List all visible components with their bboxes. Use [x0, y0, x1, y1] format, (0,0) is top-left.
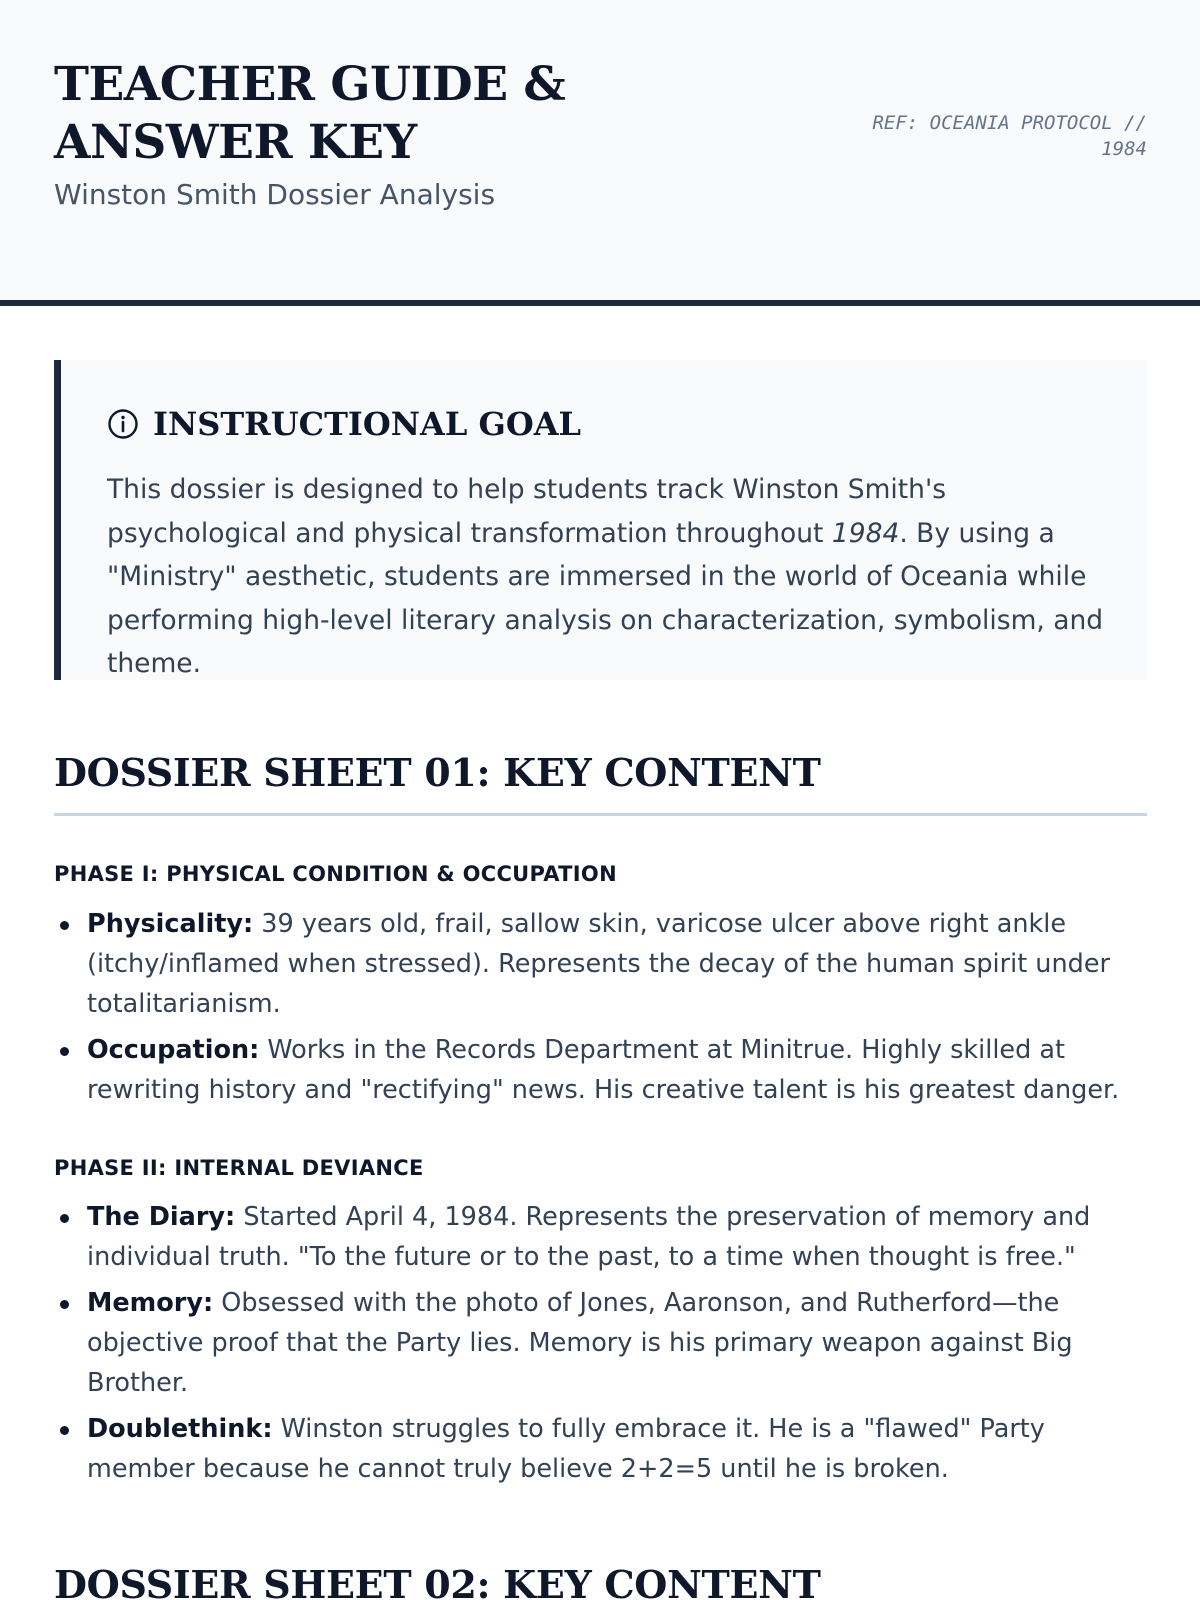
info-icon: [107, 408, 139, 440]
book-title: 1984: [831, 517, 900, 549]
sheet-02-title: DOSSIER SHEET 02: KEY CONTENT: [54, 1562, 821, 1600]
bullet-icon: [60, 921, 69, 930]
phase-2-list: [54, 1197, 1147, 1495]
bullet-icon: [60, 1300, 69, 1309]
goal-title: INSTRUCTIONAL GOAL: [153, 405, 582, 443]
item-term: Memory:: [87, 1288, 214, 1318]
section-divider: [54, 813, 1147, 816]
page-header: [0, 0, 1200, 306]
goal-description: [107, 468, 1117, 686]
item-term: Physicality:: [87, 909, 254, 939]
sheet-01-title: DOSSIER SHEET 01: KEY CONTENT: [54, 750, 821, 795]
list-item: [54, 1283, 1147, 1403]
item-text: Obsessed with the photo of Jones, Aaronson, and Rutherford—the objective proof that the Party lies. Memory is his primary weapon against Big Brother.: [87, 1288, 1073, 1398]
page-subtitle: Winston Smith Dossier Analysis: [54, 178, 496, 211]
page-title: TEACHER GUIDE & ANSWER KEY: [54, 57, 566, 170]
item-term: Doublethink:: [87, 1414, 273, 1444]
item-text: Started April 4, 1984. Represents the preservation of memory and individual truth. "To the future or to the past, to a time when thought is free.": [87, 1202, 1091, 1272]
list-item: [54, 1409, 1147, 1489]
list-item: [54, 1197, 1147, 1277]
bullet-icon: [60, 1047, 69, 1056]
item-term: The Diary:: [87, 1202, 236, 1232]
phase-1-label: PHASE I: PHYSICAL CONDITION & OCCUPATION: [54, 862, 617, 886]
item-text: Works in the Records Department at Minitrue. Highly skilled at rewriting history and "rectifying" news. His creative talent is his greatest danger.: [87, 1035, 1120, 1105]
phase-1-list: [54, 904, 1147, 1116]
instructional-goal-callout: [54, 360, 1147, 680]
item-text: Winston struggles to fully embrace it. He is a "flawed" Party member because he cannot truly believe 2+2=5 until he is broken.: [87, 1414, 1045, 1484]
bullet-icon: [60, 1214, 69, 1223]
phase-2-label: PHASE II: INTERNAL DEVIANCE: [54, 1156, 424, 1180]
list-item: [54, 904, 1147, 1024]
item-term: Occupation:: [87, 1035, 260, 1065]
item-text: 39 years old, frail, sallow skin, varicose ulcer above right ankle (itchy/inflamed when stressed). Represents the decay of the human spirit under totalitarianism.: [87, 909, 1110, 1019]
bullet-icon: [60, 1426, 69, 1435]
goal-text-start: This dossier is designed to help students track Winston Smith's psychological and physical transformation throughout: [107, 474, 947, 549]
goal-text-end: . By using a "Ministry" aesthetic, students are immersed in the world of Oceania while performing high-level literary analysis on characterization, symbolism, and theme.: [107, 517, 1104, 679]
goal-heading: [107, 405, 581, 443]
list-item: [54, 1030, 1147, 1110]
reference-code: REF: OCEANIA PROTOCOL // 1984: [872, 112, 1147, 160]
